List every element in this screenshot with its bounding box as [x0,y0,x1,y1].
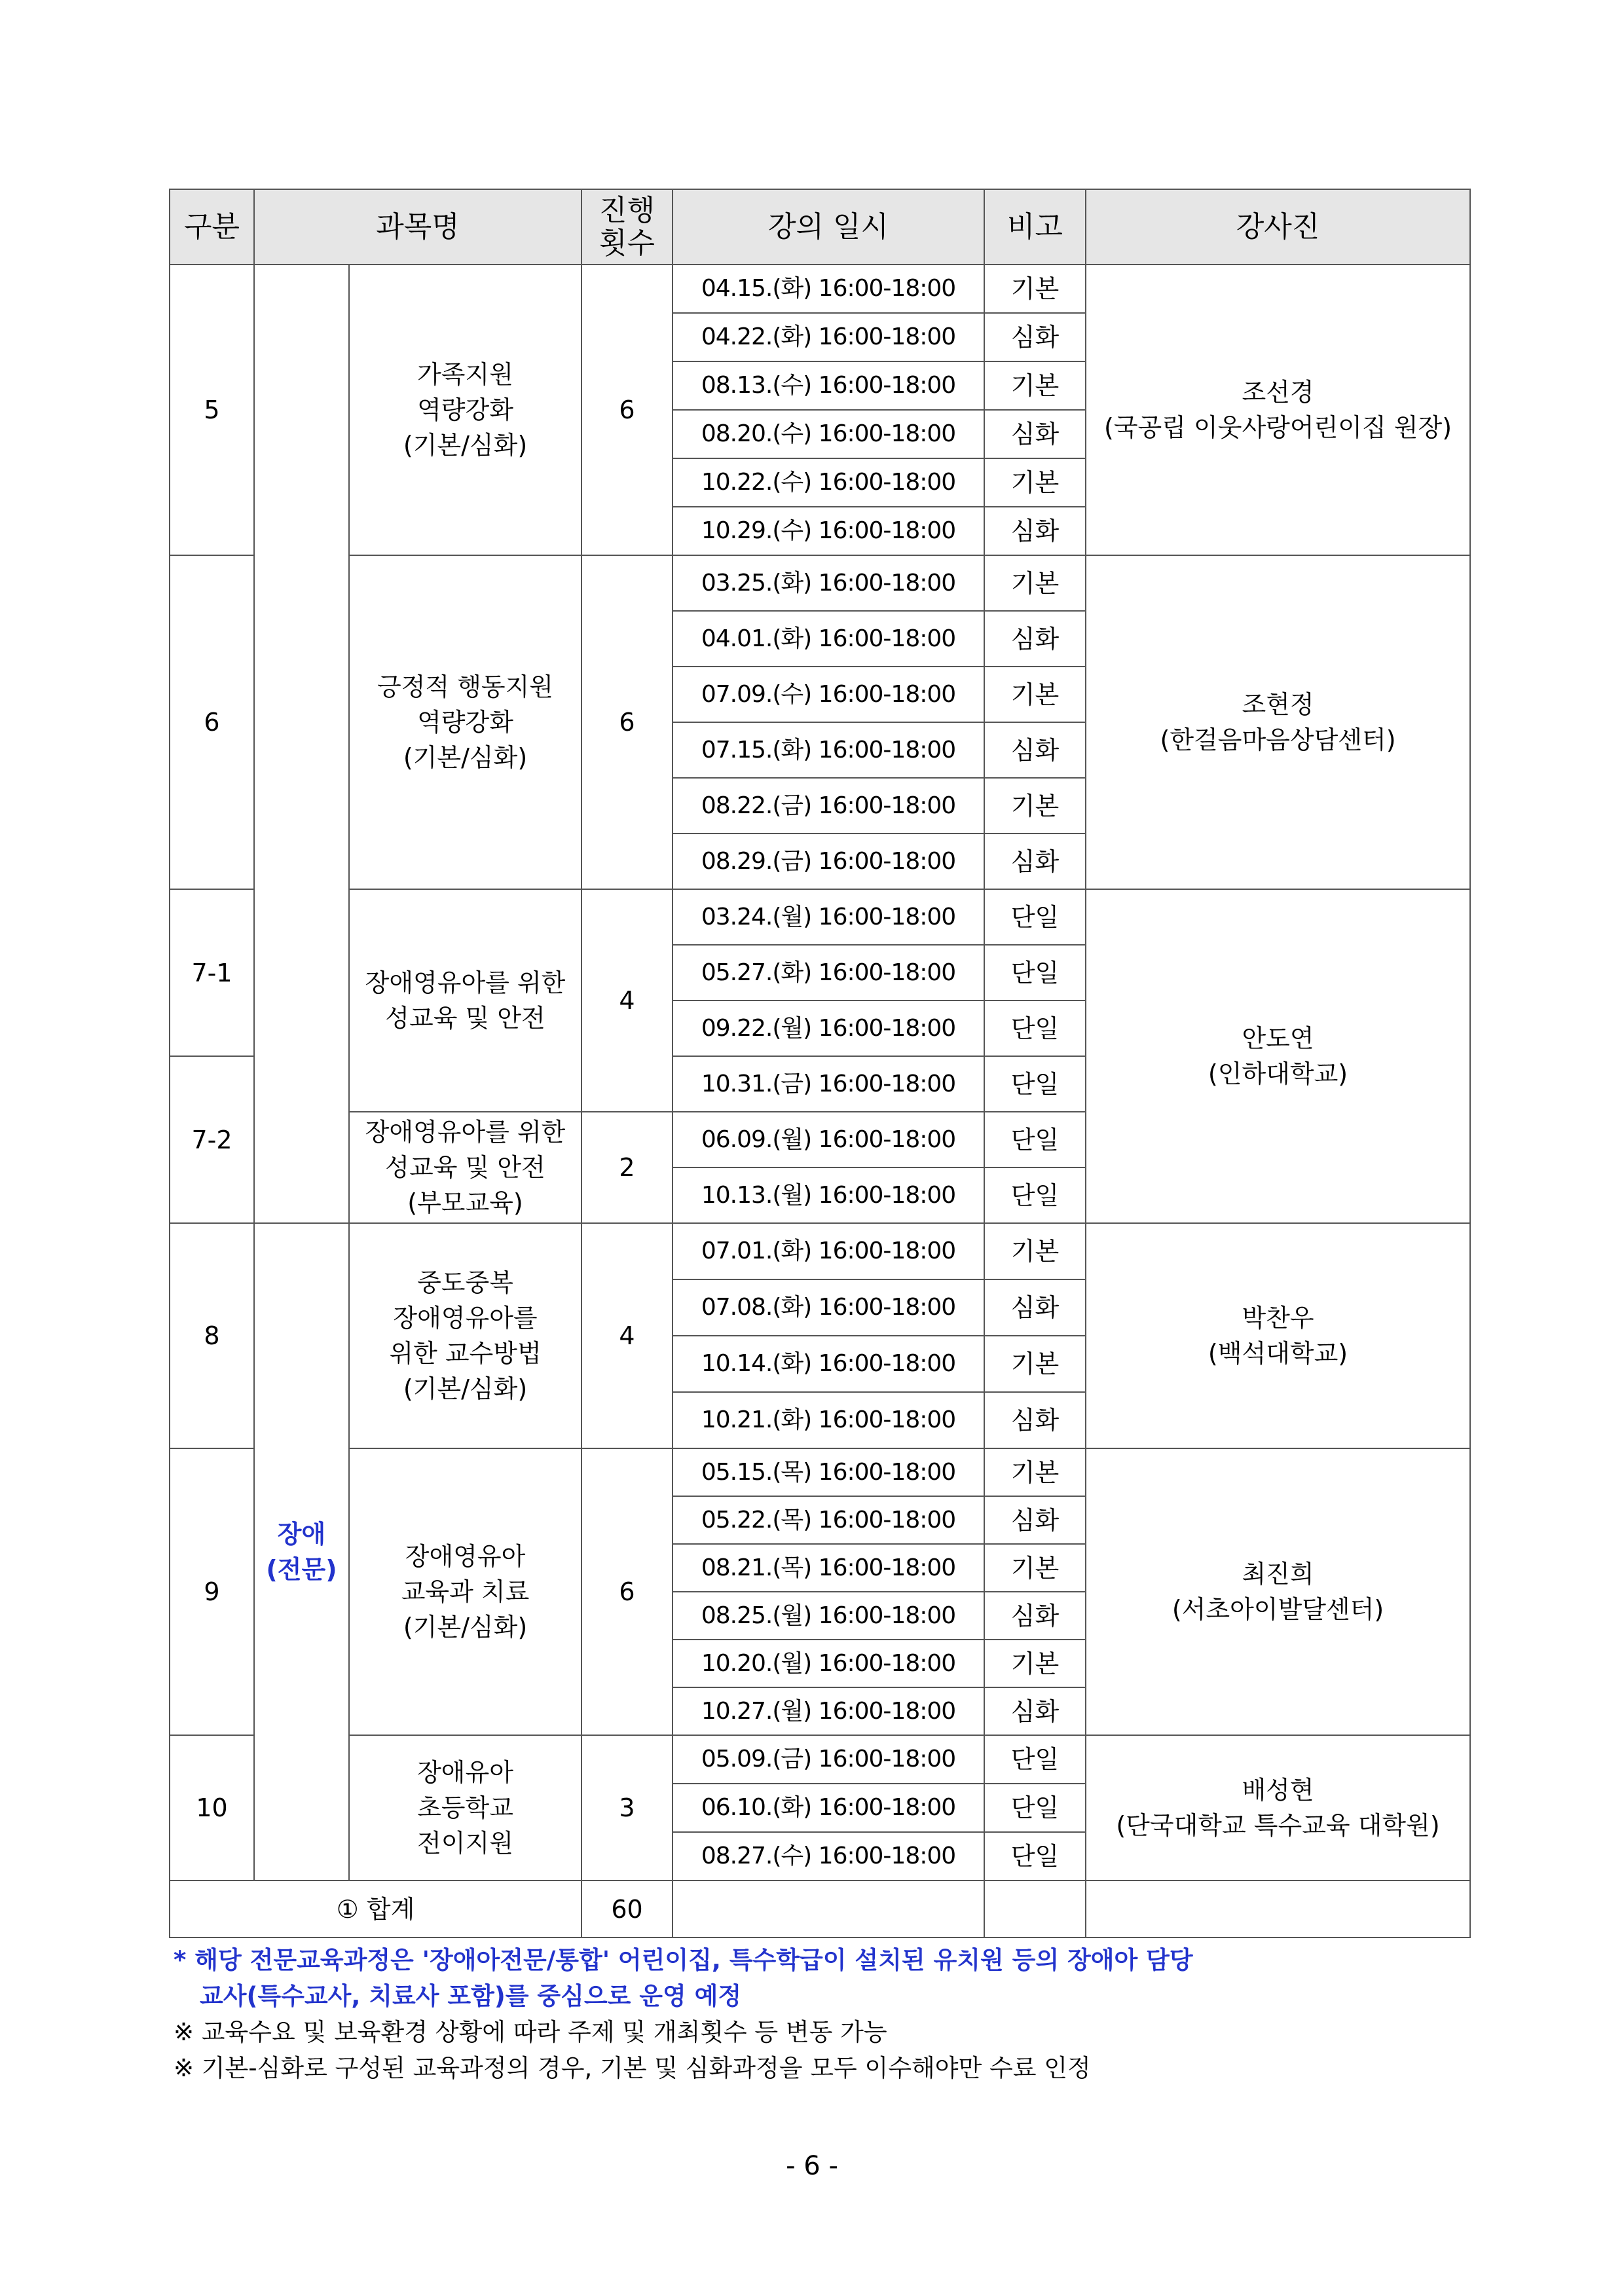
lecture-note: 심화 [984,507,1086,555]
category-cell-empty [254,265,349,1223]
subject-name: 긍정적 행동지원 역량강화 (기본/심화) [349,555,581,889]
row-number: 10 [170,1735,254,1881]
lecture-note: 단일 [984,1056,1086,1112]
row-number: 5 [170,265,254,555]
lecture-datetime: 05.27.(화) 16:00-18:00 [673,945,984,1001]
lecture-datetime: 04.01.(화) 16:00-18:00 [673,611,984,667]
lecture-note: 기본 [984,555,1086,611]
session-count: 4 [581,1223,673,1448]
session-count: 6 [581,1448,673,1735]
lecture-datetime: 08.13.(수) 16:00-18:00 [673,361,984,410]
lecture-note: 기본 [984,265,1086,313]
lecture-datetime: 10.27.(월) 16:00-18:00 [673,1687,984,1735]
lecture-datetime: 04.22.(화) 16:00-18:00 [673,313,984,361]
instructor: 배성현 (단국대학교 특수교육 대학원) [1086,1735,1470,1881]
instructor: 최진희 (서초아이발달센터) [1086,1448,1470,1735]
lecture-datetime: 08.22.(금) 16:00-18:00 [673,778,984,834]
lecture-note: 기본 [984,1223,1086,1279]
session-count: 6 [581,265,673,555]
lecture-note: 단일 [984,945,1086,1001]
lecture-datetime: 07.08.(화) 16:00-18:00 [673,1279,984,1336]
lecture-note: 심화 [984,313,1086,361]
page-number: - 6 - [786,2151,838,2181]
lecture-note: 기본 [984,458,1086,507]
lecture-note: 기본 [984,667,1086,722]
header-note: 비고 [984,189,1086,265]
table-row [170,265,1470,313]
table-row [170,1735,1470,1784]
note-line: ※ 기본-심화로 구성된 교육과정의 경우, 기본 및 심화과정을 모두 이수해야만 수료 인정 [174,2054,1091,2082]
lecture-note: 심화 [984,1687,1086,1735]
lecture-datetime: 10.29.(수) 16:00-18:00 [673,507,984,555]
row-number: 9 [170,1448,254,1735]
lecture-note: 심화 [984,1392,1086,1448]
note-line: ※ 교육수요 및 보육환경 상황에 따라 주제 및 개최횟수 등 변동 가능 [174,2018,887,2046]
session-count: 4 [581,889,673,1112]
lecture-datetime: 06.10.(화) 16:00-18:00 [673,1784,984,1832]
lecture-datetime: 05.22.(목) 16:00-18:00 [673,1496,984,1544]
header-datetime: 강의 일시 [673,189,984,265]
lecture-note: 기본 [984,1448,1086,1496]
lecture-note: 단일 [984,1735,1086,1784]
lecture-datetime: 09.22.(월) 16:00-18:00 [673,1001,984,1056]
table-row [170,1223,1470,1279]
total-empty [1086,1881,1470,1937]
schedule-table [169,189,1471,1938]
subject-name: 장애영유아를 위한 성교육 및 안전 (부모교육) [349,1112,581,1223]
lecture-note: 기본 [984,1544,1086,1592]
lecture-datetime: 05.09.(금) 16:00-18:00 [673,1735,984,1784]
subject-name: 중도중복 장애영유아를 위한 교수방법 (기본/심화) [349,1223,581,1448]
total-count: 60 [581,1881,673,1937]
schedule-body [170,265,1470,1937]
lecture-datetime: 03.25.(화) 16:00-18:00 [673,555,984,611]
lecture-note: 심화 [984,1592,1086,1640]
table-row [170,889,1470,945]
total-row [170,1881,1470,1937]
lecture-datetime: 08.29.(금) 16:00-18:00 [673,834,984,889]
lecture-datetime: 04.15.(화) 16:00-18:00 [673,265,984,313]
lecture-note: 심화 [984,1496,1086,1544]
header-count: 진행 횟수 [581,189,673,265]
lecture-datetime: 03.24.(월) 16:00-18:00 [673,889,984,945]
lecture-note: 심화 [984,1279,1086,1336]
lecture-datetime: 08.25.(월) 16:00-18:00 [673,1592,984,1640]
table-row [170,1448,1470,1496]
header-instructor: 강사진 [1086,189,1470,265]
row-number: 8 [170,1223,254,1448]
instructor: 안도연 (인하대학교) [1086,889,1470,1223]
lecture-datetime: 08.27.(수) 16:00-18:00 [673,1832,984,1881]
subject-name: 가족지원 역량강화 (기본/심화) [349,265,581,555]
lecture-note: 단일 [984,1001,1086,1056]
lecture-note: 심화 [984,611,1086,667]
note-line: 교사(특수교사, 치료사 포함)를 중심으로 운영 예정 [200,1982,742,2010]
lecture-note: 심화 [984,410,1086,458]
session-count: 6 [581,555,673,889]
lecture-datetime: 10.22.(수) 16:00-18:00 [673,458,984,507]
lecture-datetime: 10.21.(화) 16:00-18:00 [673,1392,984,1448]
lecture-note: 기본 [984,778,1086,834]
row-number: 7-2 [170,1056,254,1223]
lecture-note: 단일 [984,1832,1086,1881]
lecture-note: 심화 [984,722,1086,778]
lecture-note: 기본 [984,361,1086,410]
lecture-note: 단일 [984,1784,1086,1832]
instructor: 조선경 (국공립 이웃사랑어린이집 원장) [1086,265,1470,555]
total-label: ① 합계 [170,1881,581,1937]
row-number: 7-1 [170,889,254,1056]
instructor: 박찬우 (백석대학교) [1086,1223,1470,1448]
subject-name: 장애영유아 교육과 치료 (기본/심화) [349,1448,581,1735]
lecture-datetime: 10.31.(금) 16:00-18:00 [673,1056,984,1112]
row-number: 6 [170,555,254,889]
total-empty [673,1881,984,1937]
lecture-datetime: 08.21.(목) 16:00-18:00 [673,1544,984,1592]
lecture-datetime: 10.14.(화) 16:00-18:00 [673,1336,984,1392]
header-subject: 과목명 [254,189,581,265]
lecture-datetime: 10.20.(월) 16:00-18:00 [673,1640,984,1687]
header-row [170,189,1470,265]
subject-name: 장애영유아를 위한 성교육 및 안전 [349,889,581,1112]
instructor: 조현정 (한걸음마음상담센터) [1086,555,1470,889]
lecture-datetime: 05.15.(목) 16:00-18:00 [673,1448,984,1496]
lecture-note: 단일 [984,889,1086,945]
lecture-datetime: 07.15.(화) 16:00-18:00 [673,722,984,778]
session-count: 2 [581,1112,673,1223]
lecture-datetime: 06.09.(월) 16:00-18:00 [673,1112,984,1167]
subject-name: 장애유아 초등학교 전이지원 [349,1735,581,1881]
lecture-datetime: 07.09.(수) 16:00-18:00 [673,667,984,722]
lecture-note: 단일 [984,1112,1086,1167]
header-gubun: 구분 [170,189,254,265]
lecture-datetime: 07.01.(화) 16:00-18:00 [673,1223,984,1279]
total-empty [984,1881,1086,1937]
notes [174,1942,1470,2086]
lecture-datetime: 08.20.(수) 16:00-18:00 [673,410,984,458]
lecture-note: 단일 [984,1167,1086,1223]
lecture-datetime: 10.13.(월) 16:00-18:00 [673,1167,984,1223]
category-label: 장애 (전문) [254,1223,349,1881]
lecture-note: 기본 [984,1640,1086,1687]
lecture-note: 기본 [984,1336,1086,1392]
note-line: * 해당 전문교육과정은 '장애아전문/통합' 어린이집, 특수학급이 설치된 유치원 등의 장애아 담당 [174,1946,1193,1974]
table-row [170,555,1470,611]
session-count: 3 [581,1735,673,1881]
lecture-note: 심화 [984,834,1086,889]
